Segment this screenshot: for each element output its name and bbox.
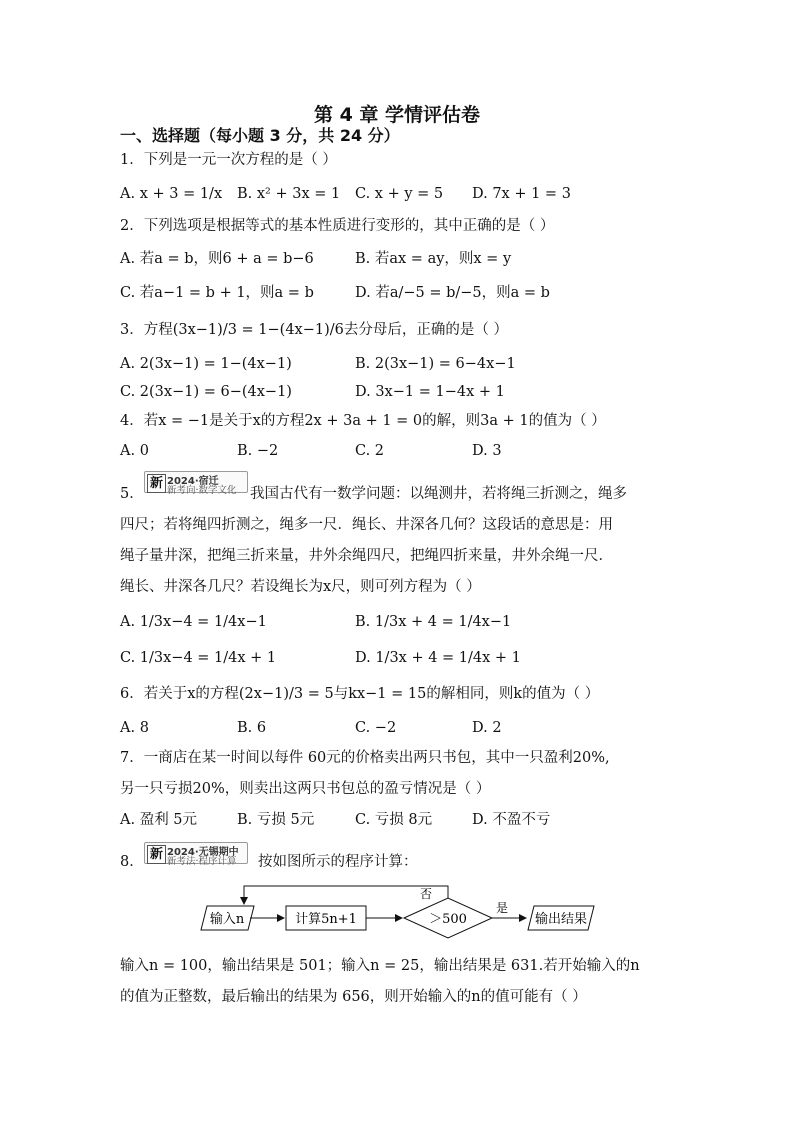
question-7-option-d: D. 不盈不亏: [472, 812, 551, 828]
question-3-option-d: D. 3x−1 = 1−4x + 1: [355, 384, 505, 400]
question-1-option-b: B. x² + 3x = 1: [237, 186, 341, 202]
question-5-option-c: C. 1/3x−4 = 1/4x + 1: [120, 650, 277, 666]
section-heading: 一、选择题（每小题 3 分，共 24 分）: [120, 126, 400, 145]
question-4-option-d: D. 3: [472, 443, 502, 459]
page-title: 第 4 章 学情评估卷: [313, 104, 481, 126]
question-2-option-d: D. 若a/−5 = b/−5，则a = b: [355, 285, 550, 301]
question-7-line-1: 7．一商店在某一时间以每件 60元的价格卖出两只书包，其中一只盈利20%,: [120, 750, 610, 766]
question-3-option-a: A. 2(3x−1) = 1−(4x−1): [120, 356, 292, 372]
question-8-number: 8．: [120, 854, 144, 870]
badge-source: 2024·宿迁: [167, 476, 219, 487]
badge-category: 新考法·程序计算: [167, 856, 237, 867]
badge-source: 2024·无锡期中: [167, 847, 239, 858]
question-4-stem: 4．若x = −1是关于x的方程2x + 3a + 1 = 0的解，则3a + 1的值为（ ）: [120, 413, 606, 429]
question-8-line-1: 输入n = 100，输出结果是 501；输入n = 25，输出结果是 631.若开始输入的n: [120, 958, 640, 974]
question-8-stem: 按如图所示的程序计算：: [258, 854, 418, 870]
question-5-line-3: 绳子量井深，把绳三折来量，井外余绳四尺，把绳四折来量，井外余绳一尺．: [120, 548, 613, 564]
question-7-option-c: C. 亏损 8元: [355, 812, 433, 828]
question-7-option-b: B. 亏损 5元: [237, 812, 315, 828]
badge-category: 新考向·数学文化: [167, 485, 237, 496]
new-badge-icon: 新: [147, 845, 166, 864]
question-2-option-a: A. 若a = b，则6 + a = b−6: [120, 251, 314, 267]
question-6-option-a: A. 8: [120, 720, 149, 736]
question-6-stem: 6．若关于x的方程(2x−1)/3 = 5与kx−1 = 15的解相同，则k的值为（ ）: [120, 686, 600, 702]
question-2-option-b: B. 若ax = ay，则x = y: [355, 251, 512, 267]
flowchart-input-label: 输入n: [209, 912, 245, 927]
question-4-option-c: C. 2: [355, 443, 385, 459]
flowchart-yes-label: 是: [495, 901, 509, 915]
question-4-option-b: B. −2: [237, 443, 279, 459]
question-3-option-c: C. 2(3x−1) = 6−(4x−1): [120, 384, 292, 400]
question-1-option-c: C. x + y = 5: [355, 186, 444, 202]
flowchart-loop-line: [244, 886, 448, 904]
question-5-option-d: D. 1/3x + 4 = 1/4x + 1: [355, 650, 521, 666]
question-6-option-c: C. −2: [355, 720, 397, 736]
question-3-option-b: B. 2(3x−1) = 6−4x−1: [355, 356, 516, 372]
flowchart-no-label: 否: [419, 887, 433, 901]
question-7-line-2: 另一只亏损20%，则卖出这两只书包总的盈亏情况是（ ）: [120, 781, 491, 797]
question-5-option-a: A. 1/3x−4 = 1/4x−1: [120, 614, 267, 630]
flowchart-compute-label: 计算5n+1: [295, 912, 357, 927]
new-method-badge: [144, 842, 248, 867]
question-6-option-b: B. 6: [237, 720, 267, 736]
new-badge-icon: 新: [147, 474, 166, 493]
question-2-stem: 2．下列选项是根据等式的基本性质进行变形的，其中正确的是（ ）: [120, 218, 555, 234]
question-5-line-1: 我国古代有一数学问题：以绳测井，若将绳三折测之，绳多: [250, 486, 627, 502]
question-4-option-a: A. 0: [120, 443, 149, 459]
question-3-stem: 3．方程(3x−1)/3 = 1−(4x−1)/6去分母后，正确的是（ ）: [120, 322, 508, 338]
question-6-option-d: D. 2: [472, 720, 502, 736]
question-1-option-a: A. x + 3 = 1/x: [120, 186, 223, 202]
question-5-line-4: 绳长、井深各几尺？若设绳长为x尺，则可列方程为（ ）: [120, 579, 481, 595]
flowchart-condition-label: ＞500: [429, 912, 467, 927]
question-8-line-2: 的值为正整数，最后输出的结果为 656，则开始输入的n的值可能有（ ）: [120, 989, 587, 1005]
question-5-option-b: B. 1/3x + 4 = 1/4x−1: [355, 614, 512, 630]
question-7-option-a: A. 盈利 5元: [120, 812, 198, 828]
question-5-number: 5．: [120, 486, 144, 502]
question-1-option-d: D. 7x + 1 = 3: [472, 186, 571, 202]
new-trend-badge: [144, 471, 248, 496]
program-flowchart: [190, 882, 610, 948]
question-1-stem: 1．下列是一元一次方程的是（ ）: [120, 152, 337, 168]
question-5-line-2: 四尺；若将绳四折测之，绳多一尺．绳长、井深各几何？这段话的意思是：用: [120, 517, 613, 533]
question-2-option-c: C. 若a−1 = b + 1，则a = b: [120, 285, 314, 301]
flowchart-output-label: 输出结果: [534, 912, 588, 927]
